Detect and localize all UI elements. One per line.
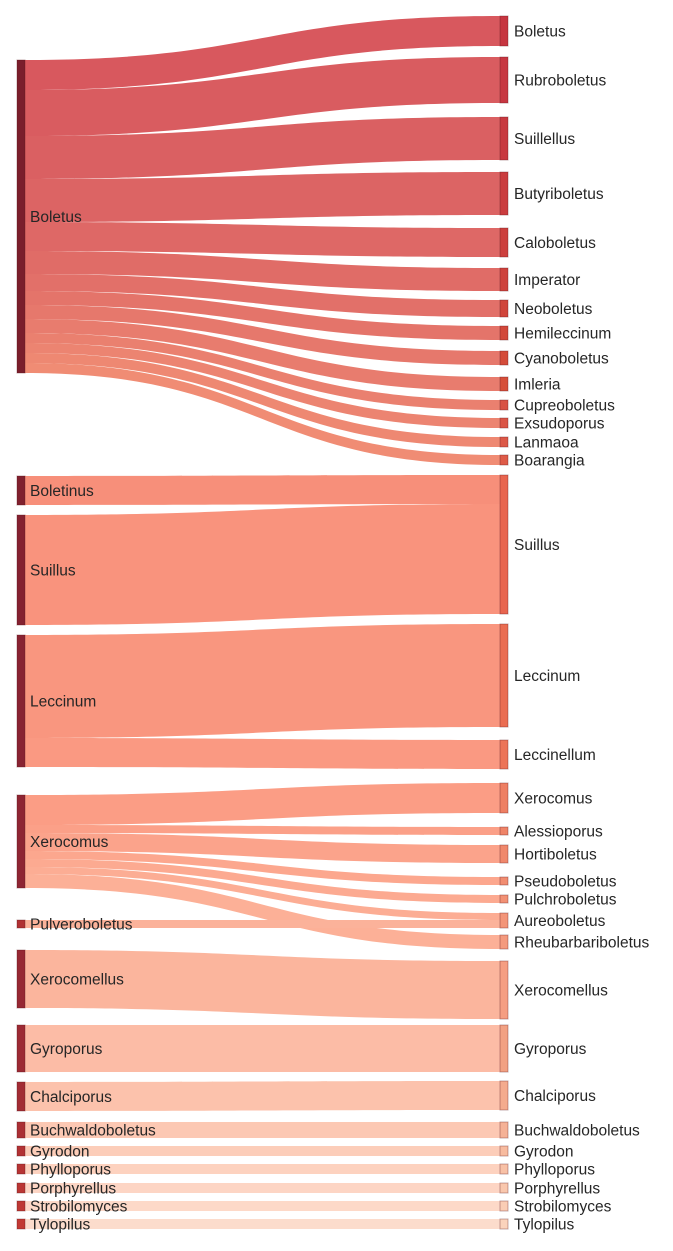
sankey-node-label-right-buchwaldoboletus: Buchwaldoboletus (514, 1122, 640, 1140)
sankey-node-label-right-exsudoporus: Exsudoporus (514, 415, 605, 433)
sankey-node-label-right-boarangia: Boarangia (514, 452, 585, 470)
sankey-node-left-leccinum (17, 635, 25, 767)
sankey-node-label-right-xerocomus: Xerocomus (514, 790, 593, 808)
sankey-node-label-left-pulveroboletus: Pulveroboletus (30, 916, 133, 934)
sankey-node-right-aureoboletus (500, 913, 508, 928)
sankey-node-right-pseudoboletus (500, 877, 508, 885)
sankey-node-left-pulveroboletus (17, 920, 25, 928)
sankey-node-left-gyroporus (17, 1025, 25, 1072)
sankey-node-label-left-boletinus: Boletinus (30, 483, 94, 500)
sankey-node-left-tylopilus (17, 1219, 25, 1229)
sankey-node-right-imperator (500, 268, 508, 291)
sankey-node-label-right-cyanoboletus: Cyanoboletus (514, 350, 609, 368)
sankey-node-right-xerocomellus (500, 961, 508, 1019)
sankey-node-right-leccinellum (500, 740, 508, 769)
sankey-link-boletinus-to-suillus (25, 475, 500, 505)
sankey-link-gyrodon-to-gyrodon (25, 1146, 500, 1156)
sankey-node-label-right-gyrodon: Gyrodon (514, 1143, 574, 1161)
sankey-node-left-xerocomellus (17, 950, 25, 1008)
sankey-node-right-strobilomyces (500, 1201, 508, 1211)
sankey-node-label-right-phylloporus: Phylloporus (514, 1161, 595, 1179)
sankey-link-tylopilus-to-tylopilus (25, 1219, 500, 1229)
sankey-node-right-cyanoboletus (500, 351, 508, 365)
sankey-node-left-phylloporus (17, 1164, 25, 1174)
sankey-node-label-left-tylopilus: Tylopilus (30, 1216, 91, 1234)
sankey-node-label-right-rubroboletus: Rubroboletus (514, 72, 607, 90)
sankey-node-label-right-strobilomyces: Strobilomyces (514, 1198, 612, 1216)
sankey-node-left-boletus (17, 60, 25, 373)
sankey-node-left-buchwaldoboletus (17, 1122, 25, 1138)
sankey-node-label-right-suillus: Suillus (514, 537, 560, 554)
sankey-node-label-right-leccinum: Leccinum (514, 668, 581, 685)
sankey-node-label-right-leccinellum: Leccinellum (514, 747, 596, 764)
sankey-node-left-suillus (17, 515, 25, 625)
sankey-node-label-right-tylopilus: Tylopilus (514, 1216, 575, 1234)
sankey-node-label-left-porphyrellus: Porphyrellus (30, 1180, 117, 1198)
sankey-node-right-hortiboletus (500, 845, 508, 863)
sankey-node-right-suillus (500, 475, 508, 614)
sankey-node-label-right-imperator: Imperator (514, 272, 581, 289)
sankey-node-right-rubroboletus (500, 57, 508, 103)
sankey-node-right-boletus (500, 16, 508, 46)
sankey-node-right-xerocomus (500, 783, 508, 813)
sankey-node-left-strobilomyces (17, 1201, 25, 1211)
sankey-node-right-gyroporus (500, 1025, 508, 1072)
sankey-node-right-chalciporus (500, 1081, 508, 1110)
sankey-node-right-suillellus (500, 117, 508, 160)
sankey-node-label-left-boletus: Boletus (30, 209, 82, 226)
sankey-node-label-right-hemileccinum: Hemileccinum (514, 325, 612, 343)
sankey-node-label-right-hortiboletus: Hortiboletus (514, 846, 597, 864)
sankey-node-right-lanmaoa (500, 437, 508, 447)
sankey-node-label-right-neoboletus: Neoboletus (514, 301, 593, 318)
sankey-node-right-neoboletus (500, 300, 508, 317)
sankey-node-right-leccinum (500, 624, 508, 727)
sankey-node-label-left-leccinum: Leccinum (30, 693, 97, 711)
sankey-node-label-right-pseudoboletus: Pseudoboletus (514, 873, 617, 891)
sankey-node-label-right-pulchroboletus: Pulchroboletus (514, 891, 617, 909)
sankey-node-label-right-boletus: Boletus (514, 23, 566, 41)
sankey-node-label-right-alessioporus: Alessioporus (514, 823, 603, 841)
sankey-node-label-right-porphyrellus: Porphyrellus (514, 1180, 601, 1198)
sankey-node-right-phylloporus (500, 1164, 508, 1174)
sankey-node-label-right-caloboletus: Caloboletus (514, 235, 596, 252)
sankey-node-label-left-buchwaldoboletus: Buchwaldoboletus (30, 1122, 156, 1140)
sankey-node-label-left-gyroporus: Gyroporus (30, 1041, 103, 1058)
sankey-node-left-chalciporus (17, 1082, 25, 1111)
sankey-link-leccinum-to-leccinellum (25, 738, 500, 769)
sankey-node-label-right-gyroporus: Gyroporus (514, 1041, 587, 1058)
sankey-node-label-right-xerocomellus: Xerocomellus (514, 982, 608, 1000)
sankey-node-label-left-xerocomellus: Xerocomellus (30, 971, 124, 989)
sankey-node-left-boletinus (17, 476, 25, 505)
sankey-node-right-rheubarbariboletus (500, 935, 508, 949)
sankey-node-label-left-suillus: Suillus (30, 562, 76, 580)
sankey-link-boletus-to-butyriboletus (25, 172, 500, 222)
sankey-node-right-imleria (500, 377, 508, 391)
sankey-node-right-buchwaldoboletus (500, 1122, 508, 1138)
sankey-node-right-tylopilus (500, 1219, 508, 1229)
sankey-node-label-right-aureoboletus: Aureoboletus (514, 913, 606, 930)
sankey-node-label-left-xerocomus: Xerocomus (30, 834, 109, 851)
sankey-node-left-porphyrellus (17, 1183, 25, 1193)
sankey-node-label-right-cupreoboletus: Cupreoboletus (514, 397, 615, 415)
sankey-link-suillus-to-suillus (25, 504, 500, 625)
sankey-node-right-boarangia (500, 455, 508, 465)
sankey-link-leccinum-to-leccinum (25, 624, 500, 738)
sankey-node-right-caloboletus (500, 228, 508, 257)
sankey-node-left-gyrodon (17, 1146, 25, 1156)
sankey-node-label-right-chalciporus: Chalciporus (514, 1088, 596, 1105)
sankey-node-right-porphyrellus (500, 1183, 508, 1193)
sankey-node-label-right-lanmaoa: Lanmaoa (514, 434, 579, 452)
sankey-node-right-gyrodon (500, 1146, 508, 1156)
sankey-node-right-alessioporus (500, 827, 508, 835)
sankey-node-label-left-strobilomyces: Strobilomyces (30, 1198, 128, 1216)
sankey-node-label-right-imleria: Imleria (514, 376, 561, 394)
sankey-link-xerocomus-to-xerocomus (25, 783, 500, 825)
sankey-node-right-pulchroboletus (500, 895, 508, 903)
sankey-node-right-cupreoboletus (500, 400, 508, 410)
sankey-node-left-xerocomus (17, 795, 25, 888)
sankey-node-label-left-chalciporus: Chalciporus (30, 1089, 112, 1106)
sankey-node-right-exsudoporus (500, 418, 508, 428)
sankey-node-label-right-suillellus: Suillellus (514, 131, 576, 148)
sankey-node-label-right-butyriboletus: Butyriboletus (514, 186, 604, 203)
sankey-node-label-left-phylloporus: Phylloporus (30, 1161, 111, 1179)
sankey-node-right-hemileccinum (500, 326, 508, 340)
sankey-node-label-right-rheubarbariboletus: Rheubarbariboletus (514, 934, 650, 952)
sankey-node-label-left-gyrodon: Gyrodon (30, 1143, 90, 1161)
sankey-node-right-butyriboletus (500, 172, 508, 215)
